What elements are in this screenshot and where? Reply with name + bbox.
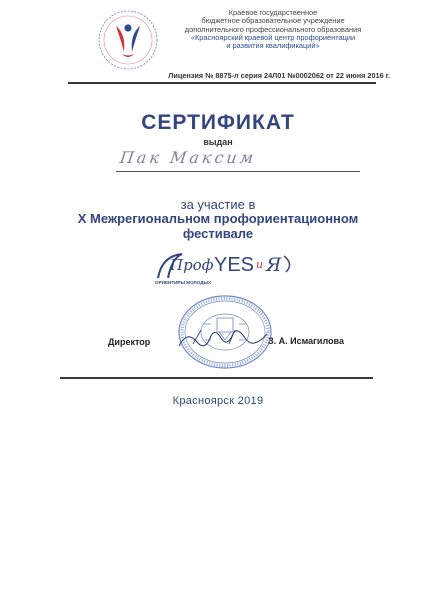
official-stamp-and-signature <box>175 294 275 372</box>
issued-label: выдан <box>203 137 233 147</box>
recipient-underline <box>116 171 360 172</box>
festival-tagline: ОРИЕНТИРЫ МОЛОДЫХ <box>155 280 212 285</box>
svg-text:и: и <box>256 258 264 271</box>
svg-text:Проф: Проф <box>170 256 214 274</box>
organization-details <box>168 9 378 50</box>
recipient-name-handwritten: Пак Максим <box>118 148 258 167</box>
svg-text:Я: Я <box>266 254 282 276</box>
city-year: Красноярск 2019 <box>172 395 264 407</box>
header-divider <box>68 82 376 84</box>
festival-name-line-1: X Межрегиональном профориентационном <box>77 211 359 226</box>
director-name: З. А. Исмагилова <box>268 336 344 346</box>
director-label: Директор <box>108 337 151 347</box>
footer-divider <box>60 377 373 379</box>
festival-name-line-2: фестивале <box>182 226 254 241</box>
participation-text: за участие в <box>180 197 256 212</box>
org-line: «Красноярский краевой центр профориентации <box>190 32 356 42</box>
org-line: и развития квалификаций» <box>226 41 320 51</box>
org-line: Краевое государственное <box>228 8 318 17</box>
center-logo-emblem <box>96 8 160 72</box>
certificate-title: СЕРТИФИКАТ <box>141 111 295 134</box>
svg-text:YES: YES <box>214 254 255 276</box>
license-text: Лицензия № 8875-л серия 24Л01 №0002062 от 22 июня 2016 г. <box>168 71 390 80</box>
org-line: дополнительного профессионального образования <box>184 24 362 34</box>
org-line: бюджетное образовательное учреждение <box>201 16 345 26</box>
